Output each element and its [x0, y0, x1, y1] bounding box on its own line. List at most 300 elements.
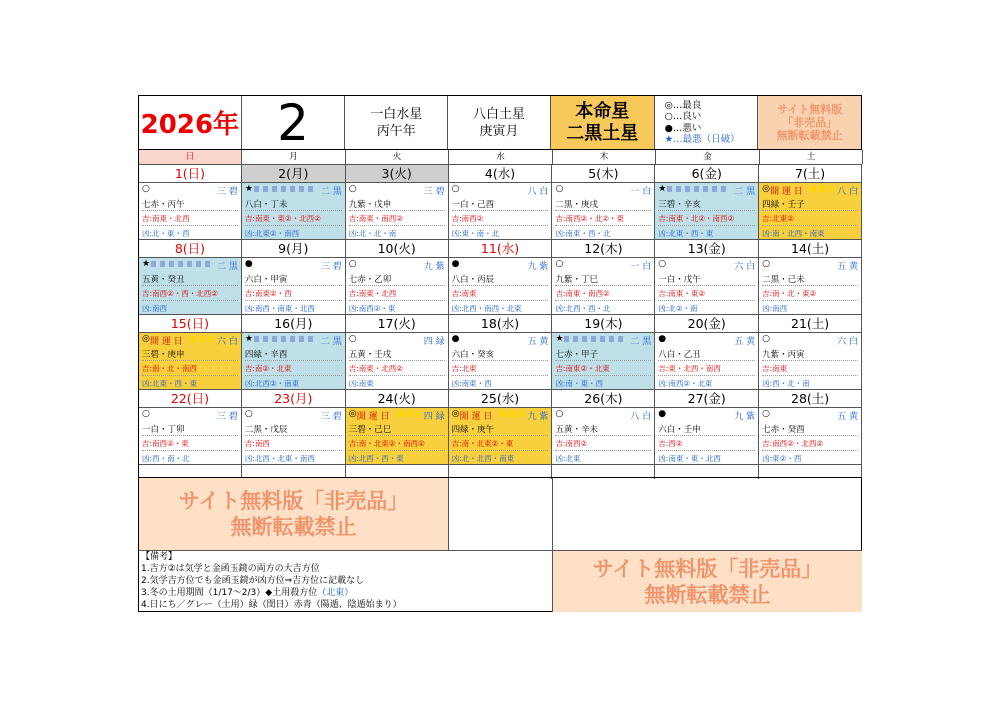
kanshi: 七赤・甲子	[555, 350, 598, 360]
unlucky-directions: 凶:北西・北東・南西	[244, 454, 315, 463]
luck-mark: ○	[555, 409, 564, 419]
separator	[142, 225, 238, 226]
separator	[245, 225, 342, 226]
kanshi: 九紫・戊申	[348, 200, 392, 210]
day-cell[interactable]	[346, 408, 449, 464]
kanshi: 七赤・丙午	[142, 200, 185, 210]
kaiun-stripe	[191, 336, 213, 342]
separator	[349, 375, 445, 376]
day-cell[interactable]	[655, 333, 759, 389]
kanshi: 一白・丁卯	[142, 425, 185, 435]
unlucky-directions: 凶:東・南・北	[451, 229, 500, 238]
bottom-area	[138, 477, 862, 612]
separator	[142, 360, 238, 361]
nine-star: 二 黒	[320, 337, 342, 347]
lucky-directions: 吉:南・北東②・南西②	[348, 439, 425, 448]
unlucky-directions: 凶:南東・東・北西	[658, 454, 721, 463]
unlucky-directions: 凶:南・東・西	[555, 379, 603, 388]
nine-star: 五 黄	[837, 262, 859, 272]
nine-star: 三 碧	[320, 262, 342, 272]
date-label: 9(月)	[242, 240, 346, 257]
nine-star: 八 白	[630, 412, 652, 422]
separator	[555, 450, 651, 451]
day-cell[interactable]	[139, 183, 242, 239]
separator	[658, 360, 755, 361]
luck-mark: ★	[142, 259, 151, 269]
separator	[452, 225, 549, 226]
weekday-0: 日	[139, 150, 242, 164]
watermark-line1: サイト無料版	[777, 103, 843, 116]
lucky-directions: 吉:南東	[762, 364, 788, 373]
nine-star: 二 黒	[630, 337, 652, 347]
lucky-directions: 吉:南・北・東②	[762, 289, 817, 298]
separator	[762, 360, 858, 361]
legend-good: ○…良い	[664, 111, 702, 122]
watermark-right-line1: サイト無料版「非売品」	[592, 556, 823, 581]
luck-mark: ◎	[142, 334, 150, 344]
lucky-directions: 吉:南②・北東	[244, 364, 292, 373]
legend	[655, 96, 759, 149]
kaiun-label: 開 運 日	[150, 337, 183, 347]
year-star	[345, 96, 448, 149]
nine-star: 二 黒	[320, 187, 342, 197]
separator	[452, 210, 549, 211]
luck-mark: ○	[451, 184, 460, 194]
separator	[245, 360, 342, 361]
separator	[349, 285, 445, 286]
lucky-directions: 吉:南・北東②・東	[451, 439, 514, 448]
separator	[245, 285, 342, 286]
day-cell[interactable]	[242, 183, 346, 239]
kanshi: 五黄・癸丑	[142, 275, 185, 285]
worst-day-stripe	[254, 336, 317, 342]
separator	[349, 225, 445, 226]
weekday-6: 土	[760, 150, 863, 164]
luck-mark: ○	[142, 409, 150, 419]
luck-mark: ○	[762, 409, 771, 419]
kaiun-label: 開 運 日	[356, 412, 390, 422]
day-cell[interactable]	[655, 183, 759, 239]
legend-best: ◎…最良	[664, 99, 702, 111]
luck-mark: ○	[762, 259, 771, 269]
lucky-directions: 吉:南東・南西②	[348, 214, 403, 223]
lucky-directions: 吉:南東・北西	[348, 289, 397, 298]
unlucky-directions: 凶:北・北西・南東	[451, 454, 515, 463]
separator	[658, 435, 755, 436]
luck-mark: ●	[658, 409, 667, 419]
nine-star: 四 緑	[423, 337, 445, 347]
watermark-left-line1: サイト無料版「非売品」	[178, 489, 409, 513]
kanshi: 五黄・辛未	[555, 425, 598, 435]
lucky-directions: 吉:南東・東②	[658, 289, 706, 298]
date-label: 28(土)	[759, 390, 862, 407]
separator	[555, 300, 651, 301]
separator	[452, 375, 549, 376]
lucky-directions: 吉:南東	[451, 289, 477, 298]
separator	[658, 285, 755, 286]
date-label: 14(土)	[759, 240, 862, 257]
separator	[142, 285, 238, 286]
weekday-4: 木	[553, 150, 656, 164]
kaiun-stripe	[811, 186, 833, 192]
separator	[762, 435, 858, 436]
separator	[349, 450, 445, 451]
lucky-directions: 吉:南東・東②・北西②	[244, 214, 321, 223]
lucky-directions: 吉:南西②	[451, 214, 484, 223]
cell-row	[139, 182, 862, 239]
kaiun-label: 開 運 日	[770, 187, 803, 197]
luck-mark: ○	[555, 259, 564, 269]
date-row	[139, 314, 862, 332]
kanshi: 八白・乙丑	[658, 350, 701, 360]
date-label: 4(水)	[449, 165, 553, 182]
cell-row	[139, 407, 862, 464]
separator	[245, 300, 342, 301]
day-cell[interactable]	[139, 258, 242, 314]
empty-cell	[448, 478, 553, 550]
luck-mark: ◎	[762, 184, 771, 194]
lucky-directions: 吉:南東②・西	[244, 289, 292, 298]
date-label: 8(日)	[139, 240, 242, 257]
unlucky-directions: 凶:東②・西	[762, 454, 802, 463]
unlucky-directions: 凶:西・北・南	[762, 379, 810, 388]
kanshi: 九紫・丁巳	[555, 275, 598, 285]
honmei-star	[551, 96, 655, 149]
kanshi: 七赤・癸酉	[762, 425, 805, 435]
kanshi: 五黄・壬戌	[348, 350, 392, 360]
kaiun-stripe	[398, 411, 420, 417]
date-label: 22(日)	[139, 390, 242, 407]
unlucky-directions: 凶:北・北・南	[348, 229, 397, 238]
date-label: 17(火)	[346, 315, 449, 332]
weekday-3: 水	[449, 150, 553, 164]
unlucky-directions: 凶:南西②・東	[348, 304, 396, 313]
kanshi: 一白・戊午	[658, 275, 701, 285]
cell-row	[139, 332, 862, 389]
unlucky-directions: 凶:北東②・南西	[244, 229, 300, 238]
note-3	[141, 587, 402, 599]
date-label: 15(日)	[139, 315, 242, 332]
unlucky-directions: 凶:南東	[348, 379, 374, 388]
nine-star: 八 白	[527, 187, 549, 197]
lucky-directions: 吉:南西	[244, 439, 270, 448]
separator	[142, 450, 238, 451]
date-label: 1(日)	[139, 165, 242, 182]
separator	[349, 360, 445, 361]
day-cell[interactable]	[655, 408, 759, 464]
note-4: 4.日にち／グレー（土用）緑（閏日）赤青（陽遁、陰遁始まり）	[141, 600, 402, 610]
nine-star: 六 白	[734, 262, 756, 272]
date-label: 25(水)	[449, 390, 553, 407]
separator	[349, 435, 445, 436]
month-kanshi: 庚寅月	[479, 123, 519, 139]
watermark-line2: 「非売品」	[782, 116, 838, 129]
weeks	[138, 164, 862, 479]
date-label: 21(土)	[759, 315, 862, 332]
date-label: 26(木)	[552, 390, 655, 407]
kanshi: 三碧・庚申	[142, 350, 185, 360]
day-cell[interactable]	[759, 333, 862, 389]
unlucky-directions: 凶:北②・南	[658, 304, 698, 313]
kanshi: 八白・丙辰	[451, 275, 495, 285]
year-star-name: 一白水星	[370, 106, 423, 122]
separator	[452, 360, 549, 361]
separator	[762, 375, 858, 376]
day-cell[interactable]	[449, 333, 553, 389]
separator	[245, 450, 342, 451]
nine-star: 九 紫	[734, 412, 756, 422]
weekday-5: 金	[656, 150, 760, 164]
separator	[762, 225, 858, 226]
nine-star: 三 碧	[216, 187, 238, 197]
nine-star: 一 白	[630, 187, 652, 197]
lucky-directions: 吉:南東・北②・南西②	[658, 214, 735, 223]
separator	[142, 435, 238, 436]
unlucky-directions: 凶:北東・西・東	[658, 229, 714, 238]
day-cell[interactable]	[655, 258, 759, 314]
kanshi: 二黒・庚戌	[555, 200, 598, 210]
date-label: 24(火)	[346, 390, 449, 407]
kanshi: 二黒・己未	[762, 275, 805, 285]
day-cell[interactable]	[552, 333, 655, 389]
separator	[555, 210, 651, 211]
lucky-directions: 吉:西②	[658, 439, 683, 448]
header-watermark	[758, 96, 861, 149]
year-kanshi: 丙午年	[376, 123, 416, 139]
date-label: 27(金)	[655, 390, 759, 407]
kaiun-label: 開 運 日	[459, 412, 493, 422]
luck-mark: ●	[658, 334, 667, 344]
nine-star: 九 紫	[527, 412, 549, 422]
lucky-directions: 吉:北東②	[762, 214, 794, 223]
separator	[762, 450, 858, 451]
day-cell[interactable]	[449, 408, 553, 464]
separator	[555, 360, 651, 361]
date-label: 3(火)	[346, 165, 449, 182]
cell-row	[139, 257, 862, 314]
unlucky-directions: 凶:西・南・北	[142, 454, 190, 463]
luck-mark: ●	[244, 259, 253, 269]
date-label: 23(月)	[242, 390, 346, 407]
separator	[245, 435, 342, 436]
date-label: 5(木)	[552, 165, 655, 182]
kanshi: 二黒・戊辰	[244, 425, 288, 435]
unlucky-directions: 凶:南東・西・北	[555, 229, 611, 238]
day-cell[interactable]	[242, 333, 346, 389]
day-cell[interactable]	[449, 183, 553, 239]
lucky-directions: 吉:南東・北西	[142, 214, 190, 223]
nine-star: 二 黒	[216, 262, 238, 272]
unlucky-directions: 凶:北東・西・東	[142, 379, 198, 388]
date-row	[139, 239, 862, 257]
day-cell[interactable]	[552, 408, 655, 464]
day-cell[interactable]	[346, 183, 449, 239]
date-label: 7(土)	[759, 165, 862, 182]
watermark-left	[139, 478, 449, 550]
nine-star: 五 黄	[734, 337, 756, 347]
luck-mark: ○	[348, 259, 357, 269]
note-3-text: 3.冬の土用期間（1/17～2/3）◆土用殺方位	[141, 588, 318, 598]
date-row	[139, 164, 862, 182]
month-number: 2	[242, 96, 346, 149]
lucky-directions: 吉:南西②・西・北西②	[142, 289, 218, 298]
separator	[762, 210, 858, 211]
date-label: 10(火)	[346, 240, 449, 257]
lucky-directions: 吉:南・北・南西	[142, 364, 198, 373]
legend-bad: ●…悪い	[664, 122, 702, 134]
year-label: 2026年	[139, 96, 242, 149]
worst-day-stripe	[564, 336, 626, 342]
day-cell[interactable]	[759, 183, 862, 239]
day-cell[interactable]	[759, 258, 862, 314]
weekday-1: 月	[242, 150, 346, 164]
separator	[349, 300, 445, 301]
separator	[142, 300, 238, 301]
unlucky-directions: 凶:北西・南西・北東	[451, 304, 522, 313]
kanshi: 四緑・辛酉	[244, 350, 288, 360]
date-label: 2(月)	[242, 165, 346, 182]
separator	[658, 450, 755, 451]
kaiun-stripe	[501, 411, 524, 417]
date-label: 13(金)	[655, 240, 759, 257]
lucky-directions: 吉:南東・南西②	[555, 289, 610, 298]
day-cell[interactable]	[552, 258, 655, 314]
unlucky-directions: 凶:南西・南東・北西	[244, 304, 315, 313]
date-row	[139, 389, 862, 407]
separator	[245, 375, 342, 376]
lucky-directions: 吉:東・北西・南西	[658, 364, 721, 373]
kanshi: 六白・壬申	[658, 425, 701, 435]
unlucky-directions: 凶:北・東・西	[142, 229, 190, 238]
worst-day-stripe	[151, 261, 213, 267]
unlucky-directions: 凶:北西・西・東	[348, 454, 404, 463]
kanshi: 一白・己酉	[451, 200, 495, 210]
date-label: 19(木)	[552, 315, 655, 332]
kanshi: 三碧・辛亥	[658, 200, 701, 210]
nine-star: 九 紫	[527, 262, 549, 272]
unlucky-directions: 凶:南西②・北東	[658, 379, 713, 388]
nine-star: 四 緑	[423, 412, 445, 422]
separator	[452, 435, 549, 436]
day-cell[interactable]	[139, 408, 242, 464]
luck-mark: ★	[244, 334, 253, 344]
honmei-label: 本命星	[575, 100, 630, 122]
luck-mark: ○	[348, 184, 357, 194]
separator	[658, 300, 755, 301]
nine-star: 三 碧	[216, 412, 238, 422]
date-label: 6(金)	[655, 165, 759, 182]
kanshi: 八白・丁未	[244, 200, 288, 210]
weekday-2: 火	[346, 150, 449, 164]
notes	[141, 551, 402, 611]
separator	[658, 210, 755, 211]
separator	[452, 450, 549, 451]
day-cell[interactable]	[139, 333, 242, 389]
kanshi: 六白・甲寅	[244, 275, 288, 285]
separator	[555, 285, 651, 286]
calendar-header	[138, 93, 862, 152]
nine-star: 九 紫	[423, 262, 445, 272]
month-star-name: 八白土星	[472, 106, 525, 122]
month-star	[448, 96, 551, 149]
day-cell[interactable]	[346, 333, 449, 389]
nine-star: 六 白	[837, 337, 859, 347]
separator	[555, 435, 651, 436]
date-label: 18(水)	[449, 315, 553, 332]
honmei-value: 二黒土星	[566, 122, 639, 144]
kanshi: 六白・癸亥	[451, 350, 495, 360]
unlucky-directions: 凶:北東	[555, 454, 581, 463]
day-cell[interactable]	[346, 258, 449, 314]
lucky-directions: 吉:南西②・東	[142, 439, 189, 448]
nine-star: 五 黄	[527, 337, 549, 347]
worst-day-stripe	[667, 186, 730, 192]
luck-mark: ○	[762, 334, 771, 344]
luck-mark: ○	[555, 184, 564, 194]
separator	[762, 300, 858, 301]
date-label: 11(水)	[449, 240, 553, 257]
separator	[555, 375, 651, 376]
separator	[555, 225, 651, 226]
kanshi: 四緑・壬子	[762, 200, 805, 210]
nine-star: 三 碧	[320, 412, 342, 422]
kanshi: 三碧・己巳	[348, 425, 392, 435]
lucky-directions: 吉:北東	[451, 364, 477, 373]
separator	[658, 375, 755, 376]
note-1: 1.吉方②は気学と金函玉鏡の両方の大吉方位	[141, 564, 320, 574]
luck-mark: ○	[348, 334, 357, 344]
separator	[142, 375, 238, 376]
luck-mark: ◎	[348, 409, 357, 419]
luck-mark: ○	[142, 184, 150, 194]
watermark-line3: 無断転載禁止	[776, 129, 843, 142]
day-cell[interactable]	[449, 258, 553, 314]
luck-mark: ○	[244, 409, 253, 419]
note-2: 2.気学吉方位でも金函玉鏡が凶方位⇒吉方位に記載なし	[141, 576, 365, 586]
luck-mark: ○	[658, 259, 667, 269]
date-label: 12(木)	[552, 240, 655, 257]
weekday-header	[138, 149, 862, 164]
luck-mark: ★	[244, 184, 253, 194]
separator	[142, 210, 238, 211]
luck-mark: ★	[555, 334, 564, 344]
separator	[452, 285, 549, 286]
nine-star: 一 白	[630, 262, 652, 272]
day-cell[interactable]	[242, 408, 346, 464]
unlucky-directions: 凶:南東・西	[451, 379, 492, 388]
luck-mark: ◎	[451, 409, 460, 419]
nine-star: 六 白	[216, 337, 238, 347]
lucky-directions: 吉:南東②・北東	[555, 364, 610, 373]
watermark-right	[552, 550, 862, 612]
separator	[349, 210, 445, 211]
unlucky-directions: 凶:南・北西・南東	[762, 229, 825, 238]
lucky-directions: 吉:南西②・北西②	[762, 439, 824, 448]
kanshi: 七赤・乙卯	[348, 275, 392, 285]
lucky-directions: 吉:南東・北西②	[348, 364, 403, 373]
luck-mark: ★	[658, 184, 667, 194]
date-label: 20(金)	[655, 315, 759, 332]
day-cell[interactable]	[759, 408, 862, 464]
kanshi: 四緑・庚午	[451, 425, 495, 435]
worst-day-stripe	[254, 186, 317, 192]
day-cell[interactable]	[552, 183, 655, 239]
nine-star: 二 黒	[734, 187, 756, 197]
day-cell[interactable]	[242, 258, 346, 314]
watermark-right-line2: 無断転載禁止	[644, 582, 771, 607]
date-label: 16(月)	[242, 315, 346, 332]
unlucky-directions: 凶:南西	[142, 304, 168, 313]
